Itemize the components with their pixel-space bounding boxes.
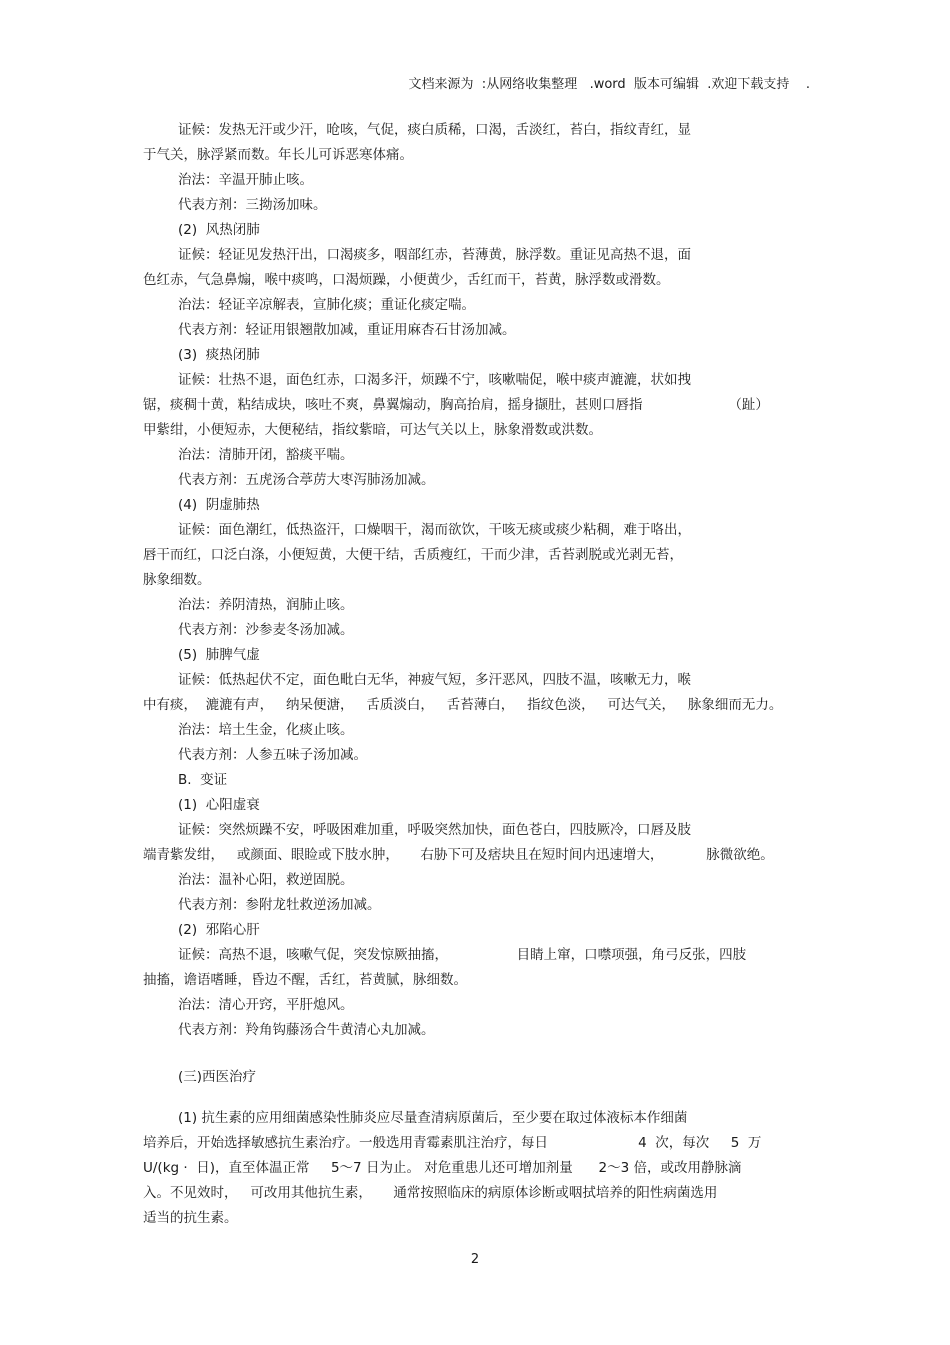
text-line: 代表方剂：五虎汤合葶苈大枣泻肺汤加减。 bbox=[178, 472, 435, 488]
subheading: (5) 肺脾气虚 bbox=[178, 647, 260, 663]
text-line: 代表方剂：人参五味子汤加减。 bbox=[178, 747, 367, 763]
text-line: 唇干而红，口泛白涤，小便短黄，大便干结，舌质瘦红，干而少津，舌苔剥脱或光剥无苔， bbox=[143, 547, 683, 563]
section-heading: (三)西医治疗 bbox=[178, 1069, 257, 1085]
text-line: 证候：突然烦躁不安，呼吸困难加重，呼吸突然加快，面色苍白，四肢厥冷，口唇及肢 bbox=[178, 822, 691, 838]
text-line: 治法：培土生金，化痰止咳。 bbox=[178, 722, 354, 738]
text-line: 证候：高热不退，咳嗽气促，突发惊厥抽搐， 目睛上窜，口噤项强，角弓反张，四肢 bbox=[178, 947, 747, 963]
text-line: 治法：辛温开肺止咳。 bbox=[178, 172, 313, 188]
text-line: 中有痰， 漉漉有声， 纳呆便溏， 舌质淡白， 舌苔薄白， 指纹色淡， 可达气关， 脉象细而无力。 bbox=[143, 697, 783, 713]
text-line: 代表方剂：三拗汤加味。 bbox=[178, 197, 327, 213]
text-line: 证候：发热无汗或少汗，呛咳，气促，痰白质稀，口渴，舌淡红，苔白，指纹青红，显 bbox=[178, 122, 691, 138]
text-line: 端青紫发绀， 或颜面、眼睑或下肢水肿， 右胁下可及痞块且在短时间内迅速增大， 脉微欲绝。 bbox=[143, 847, 774, 863]
subheading: (2) 风热闭肺 bbox=[178, 222, 260, 238]
page-number: 2 bbox=[470, 1252, 480, 1267]
text-line: 治法：轻证辛凉解表，宣肺化痰；重证化痰定喘。 bbox=[178, 297, 475, 313]
text-line: 色红赤，气急鼻煽，喉中痰鸣，口渴烦躁，小便黄少，舌红而干，苔黄，脉浮数或滑数。 bbox=[143, 272, 670, 288]
text-line: 证候：低热起伏不定，面色毗白无华，神疲气短，多汗恶风，四肢不温，咳嗽无力，喉 bbox=[178, 672, 691, 688]
subheading: (2) 邪陷心肝 bbox=[178, 922, 260, 938]
text-line: 入。不见效时， 可改用其他抗生素， 通常按照临床的病原体诊断或咽拭培养的阳性病菌选用 bbox=[143, 1185, 718, 1201]
text-line: 于气关，脉浮紧而数。年长儿可诉恶寒体痛。 bbox=[143, 147, 413, 163]
text-line: U/(kg · 日)，直至体温正常 5～7 日为止。 对危重患儿还可增加剂量 2～3 倍，或改用静脉滴 bbox=[143, 1160, 742, 1176]
text-line: 培养后，开始选择敏感抗生素治疗。一般选用青霉素肌注治疗，每日 4 次，每次 5 万 bbox=[143, 1135, 762, 1151]
text-line: 代表方剂：轻证用银翘散加减，重证用麻杏石甘汤加减。 bbox=[178, 322, 516, 338]
text-line: 治法：清心开窍，平肝熄风。 bbox=[178, 997, 354, 1013]
text-line: 证候：壮热不退，面色红赤，口渴多汗，烦躁不宁，咳嗽喘促，喉中痰声漉漉，状如拽 bbox=[178, 372, 691, 388]
text-line: 治法：温补心阳，救逆固脱。 bbox=[178, 872, 354, 888]
text-line: 证候：面色潮红，低热盗汗，口燥咽干，渴而欲饮，干咳无痰或痰少粘稠，难于咯出， bbox=[178, 522, 691, 538]
text-line: 代表方剂：沙参麦冬汤加减。 bbox=[178, 622, 354, 638]
text-line: 证候：轻证见发热汗出，口渴痰多，咽部红赤，苔薄黄，脉浮数。重证见高热不退，面 bbox=[178, 247, 691, 263]
subheading: B. 变证 bbox=[178, 772, 228, 788]
text-line: 治法：清肺开闭，豁痰平喘。 bbox=[178, 447, 354, 463]
text-line: 抽搐，谵语嗜睡，昏边不醒，舌红，苔黄腻，脉细数。 bbox=[143, 972, 467, 988]
subheading: (1) 心阳虚衰 bbox=[178, 797, 260, 813]
text-line: 适当的抗生素。 bbox=[143, 1210, 238, 1226]
text-line: 甲紫绀，小便短赤，大便秘结，指纹紫暗，可达气关以上，脉象滑数或洪数。 bbox=[143, 422, 602, 438]
text-line: 代表方剂：参附龙牡救逆汤加减。 bbox=[178, 897, 381, 913]
subheading: (3) 痰热闭肺 bbox=[178, 347, 260, 363]
text-line: 代表方剂：羚角钩藤汤合牛黄清心丸加减。 bbox=[178, 1022, 435, 1038]
text-line: (1) 抗生素的应用细菌感染性肺炎应尽量查清病原菌后，至少要在取过体液标本作细菌 bbox=[178, 1110, 688, 1126]
text-line: 脉象细数。 bbox=[143, 572, 211, 588]
text-line: 治法：养阴清热，润肺止咳。 bbox=[178, 597, 354, 613]
subheading: (4) 阴虚肺热 bbox=[178, 497, 260, 513]
page-header: 文档来源为 :从网络收集整理 .word 版本可编辑 .欢迎下载支持 . bbox=[408, 77, 810, 92]
text-line: 锯，痰稠十黄，粘结成块，咳吐不爽，鼻翼煽动，胸高抬肩，摇身撷肚，甚则口唇指 （趾） bbox=[143, 397, 769, 413]
